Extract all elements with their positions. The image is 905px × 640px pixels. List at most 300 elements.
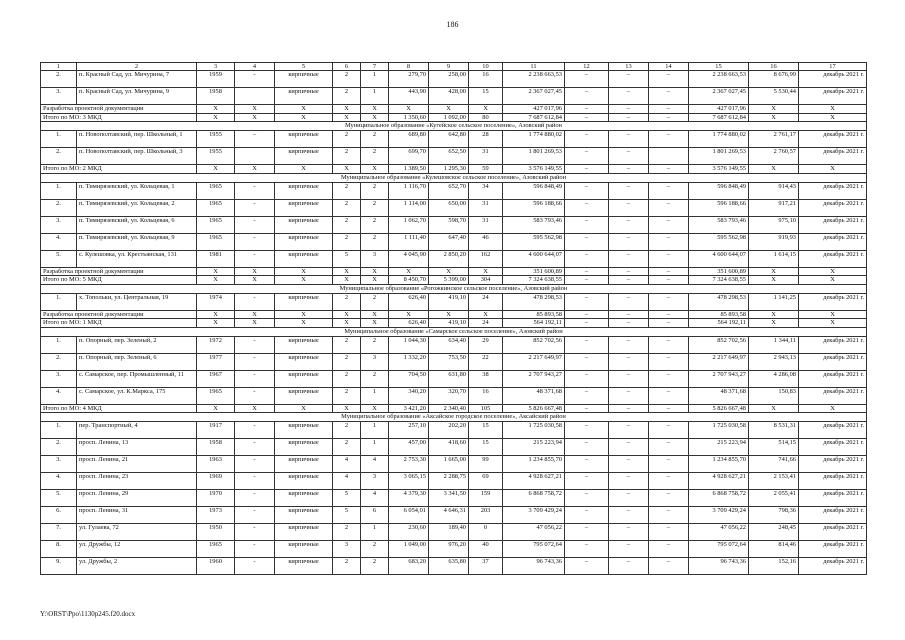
address-cell: п. Тимирязевский, ул. Кольцевая, 6 xyxy=(77,216,197,233)
table-cell: 340,20 xyxy=(389,387,429,404)
summary-label: Итого по МО: 1 МКД xyxy=(41,319,197,328)
table-cell: 2 238 663,53 xyxy=(503,71,565,88)
municipality-header-row xyxy=(41,173,867,182)
table-cell: 28 xyxy=(469,131,503,148)
table-cell: 37 xyxy=(469,558,503,575)
summary-cell: 1 295,30 xyxy=(429,165,469,174)
table-cell: 647,40 xyxy=(429,233,469,250)
table-cell: 215 223,94 xyxy=(689,439,749,456)
table-cell: - xyxy=(235,370,275,387)
table-cell: 914,43 xyxy=(749,182,799,199)
table-cell: – xyxy=(565,541,609,558)
summary-cell: X xyxy=(197,113,235,122)
summary-cell: X xyxy=(197,165,235,174)
table-cell: 2 xyxy=(333,71,361,88)
summary-cell: – xyxy=(609,319,649,328)
table-cell: 2 xyxy=(333,353,361,370)
deadline-cell: декабрь 2021 г. xyxy=(799,439,867,456)
column-number-row xyxy=(41,63,867,71)
table-row xyxy=(41,541,867,558)
summary-cell: X xyxy=(469,310,503,319)
table-cell: 2 xyxy=(333,558,361,575)
table-cell: 2 xyxy=(333,182,361,199)
table-row xyxy=(41,131,867,148)
table-cell: 2 367 027,45 xyxy=(689,88,749,105)
address-cell: ул. Гулаева, 72 xyxy=(77,524,197,541)
table-cell: 795 072,64 xyxy=(503,541,565,558)
table-cell: 7. xyxy=(41,524,77,541)
summary-row xyxy=(41,276,867,285)
table-cell: 2 943,13 xyxy=(749,353,799,370)
table-cell: 1958 xyxy=(197,439,235,456)
table-cell: кирпичные xyxy=(275,439,333,456)
table-cell: 152,16 xyxy=(749,558,799,575)
table-cell: 2 xyxy=(333,199,361,216)
table-cell: 699,70 xyxy=(389,148,429,165)
address-cell: ул. Дружбы, 2 xyxy=(77,558,197,575)
summary-cell: 351 600,89 xyxy=(689,267,749,276)
table-cell: – xyxy=(609,473,649,490)
table-cell: 2 055,41 xyxy=(749,490,799,507)
summary-cell: X xyxy=(275,310,333,319)
table-cell: 2 xyxy=(333,148,361,165)
summary-cell: 5 826 667,48 xyxy=(689,404,749,413)
table-cell: 6 054,01 xyxy=(389,507,429,524)
table-cell: 2 xyxy=(361,148,389,165)
address-cell: с. Самарское, ул. К.Маркса, 175 xyxy=(77,387,197,404)
table-cell: 5. xyxy=(41,250,77,267)
summary-cell: X xyxy=(361,267,389,276)
deadline-cell: декабрь 2021 г. xyxy=(799,558,867,575)
table-cell: – xyxy=(565,71,609,88)
table-cell: кирпичные xyxy=(275,88,333,105)
column-number: 16 xyxy=(749,63,799,71)
table-row xyxy=(41,387,867,404)
summary-cell: X xyxy=(235,105,275,114)
address-cell: просп. Ленина, 21 xyxy=(77,456,197,473)
column-number: 1 xyxy=(41,63,77,71)
table-cell: 634,40 xyxy=(429,336,469,353)
table-cell: 596 848,49 xyxy=(689,182,749,199)
address-cell: п. Тимирязевский, ул. Кольцевая, 1 xyxy=(77,182,197,199)
address-cell: п. Тимирязевский, ул. Кольцевая, 2 xyxy=(77,199,197,216)
table-cell: 852 702,56 xyxy=(503,336,565,353)
table-cell: – xyxy=(565,490,609,507)
table-cell: 1 774 880,02 xyxy=(503,131,565,148)
table-cell: кирпичные xyxy=(275,148,333,165)
table-row xyxy=(41,293,867,310)
summary-cell: 351 600,89 xyxy=(503,267,565,276)
table-row xyxy=(41,88,867,105)
summary-cell: – xyxy=(609,113,649,122)
summary-cell: X xyxy=(361,165,389,174)
summary-cell: X xyxy=(749,105,799,114)
table-cell: кирпичные xyxy=(275,524,333,541)
table-cell: - xyxy=(235,524,275,541)
table-cell: кирпичные xyxy=(275,558,333,575)
table-cell: – xyxy=(649,71,689,88)
table-cell: – xyxy=(649,336,689,353)
table-cell: кирпичные xyxy=(275,370,333,387)
table-cell: - xyxy=(235,353,275,370)
table-row xyxy=(41,353,867,370)
table-cell: 4 379,30 xyxy=(389,490,429,507)
table-cell: – xyxy=(609,439,649,456)
table-cell: 1 801 269,53 xyxy=(503,148,565,165)
summary-cell: X xyxy=(235,267,275,276)
table-cell: 852 702,56 xyxy=(689,336,749,353)
table-cell: – xyxy=(609,387,649,404)
summary-cell: X xyxy=(333,165,361,174)
deadline-cell: декабрь 2021 г. xyxy=(799,387,867,404)
table-cell: 16 xyxy=(469,387,503,404)
table-row xyxy=(41,473,867,490)
table-cell: 2 xyxy=(361,199,389,216)
table-cell: – xyxy=(609,250,649,267)
summary-cell: – xyxy=(609,310,649,319)
table-cell: – xyxy=(565,524,609,541)
table-cell: 1974 xyxy=(197,293,235,310)
table-cell: 1981 xyxy=(197,250,235,267)
summary-cell: – xyxy=(609,276,649,285)
municipality-name: Муниципальное образование «Кугейское сельское поселение», Азовский район xyxy=(41,122,867,131)
summary-cell: 1 092,00 xyxy=(429,113,469,122)
summary-cell: – xyxy=(565,276,609,285)
table-cell: 1 801 269,53 xyxy=(689,148,749,165)
table-cell: 4 xyxy=(361,456,389,473)
table-cell: - xyxy=(235,473,275,490)
table-cell: 15 xyxy=(469,422,503,439)
table-cell: – xyxy=(609,558,649,575)
table-cell: 3. xyxy=(41,456,77,473)
municipality-header-row xyxy=(41,122,867,131)
summary-cell: X xyxy=(235,165,275,174)
table-cell: – xyxy=(235,131,275,148)
table-cell: 6. xyxy=(41,507,77,524)
table-cell: 2 217 649,97 xyxy=(689,353,749,370)
summary-row xyxy=(41,319,867,328)
address-cell: п. Опорный, пер. Зеленый, 6 xyxy=(77,353,197,370)
housing-repair-table xyxy=(40,62,867,575)
table-cell: 2 761,17 xyxy=(749,131,799,148)
table-cell: - xyxy=(235,387,275,404)
table-cell: 1965 xyxy=(197,199,235,216)
table-cell: 1 xyxy=(361,387,389,404)
summary-cell: 85 893,58 xyxy=(503,310,565,319)
table-row xyxy=(41,422,867,439)
table-cell: кирпичные xyxy=(275,233,333,250)
summary-cell: X xyxy=(469,105,503,114)
municipality-header-row xyxy=(41,284,867,293)
table-cell: 1. xyxy=(41,293,77,310)
table-row xyxy=(41,336,867,353)
table-cell: 2 xyxy=(361,541,389,558)
table-cell: 4. xyxy=(41,233,77,250)
summary-row xyxy=(41,165,867,174)
summary-label: Итого по МО: 4 МКД xyxy=(41,404,197,413)
summary-cell: – xyxy=(565,105,609,114)
table-cell: 4. xyxy=(41,387,77,404)
summary-cell: – xyxy=(649,165,689,174)
table-cell: – xyxy=(649,524,689,541)
table-cell: – xyxy=(565,250,609,267)
table-cell: 689,80 xyxy=(389,131,429,148)
table-cell: 202,20 xyxy=(429,422,469,439)
table-cell: 34 xyxy=(469,182,503,199)
table-cell: 1 062,70 xyxy=(389,216,429,233)
table-row xyxy=(41,182,867,199)
deadline-cell: декабрь 2021 г. xyxy=(799,336,867,353)
table-cell: 1 774 880,02 xyxy=(689,131,749,148)
table-cell: – xyxy=(649,370,689,387)
table-cell: 652,70 xyxy=(429,182,469,199)
table-cell: 1 044,30 xyxy=(389,336,429,353)
address-cell: пер. Транспортный, 4 xyxy=(77,422,197,439)
summary-cell: X xyxy=(333,319,361,328)
summary-cell: 304 xyxy=(469,276,503,285)
summary-cell: X xyxy=(429,105,469,114)
table-body xyxy=(41,63,867,575)
summary-cell: 564 192,11 xyxy=(689,319,749,328)
table-cell: 1. xyxy=(41,131,77,148)
table-cell: 1. xyxy=(41,422,77,439)
table-cell: - xyxy=(235,507,275,524)
table-cell: - xyxy=(235,250,275,267)
table-cell: кирпичные xyxy=(275,182,333,199)
table-cell: – xyxy=(565,370,609,387)
table-cell: – xyxy=(565,131,609,148)
table-cell: 1959 xyxy=(197,71,235,88)
summary-cell: – xyxy=(649,310,689,319)
table-cell: – xyxy=(609,456,649,473)
summary-cell: X xyxy=(333,404,361,413)
table-cell: 1. xyxy=(41,182,77,199)
column-number: 3 xyxy=(197,63,235,71)
summary-cell: X xyxy=(197,276,235,285)
table-cell: – xyxy=(609,148,649,165)
table-cell: - xyxy=(235,456,275,473)
table-cell: 1 049,00 xyxy=(389,541,429,558)
address-cell: с. Самарское, пер. Промышленный, 11 xyxy=(77,370,197,387)
table-cell: – xyxy=(609,422,649,439)
summary-cell: – xyxy=(609,404,649,413)
table-cell: - xyxy=(235,490,275,507)
table-cell: 1955 xyxy=(197,148,235,165)
summary-cell: X xyxy=(389,105,429,114)
summary-cell: X xyxy=(389,267,429,276)
table-row xyxy=(41,250,867,267)
table-cell: 31 xyxy=(469,216,503,233)
summary-cell: 8 450,70 xyxy=(389,276,429,285)
table-cell: 478 298,53 xyxy=(503,293,565,310)
table-cell: 1 332,20 xyxy=(389,353,429,370)
summary-cell: – xyxy=(565,319,609,328)
table-cell: – xyxy=(649,233,689,250)
municipality-header-row xyxy=(41,413,867,422)
address-cell: просп. Ленина, 13 xyxy=(77,439,197,456)
table-cell: кирпичные xyxy=(275,473,333,490)
table-cell: – xyxy=(649,88,689,105)
table-cell: 1 141,25 xyxy=(749,293,799,310)
table-cell: 6 868 758,72 xyxy=(503,490,565,507)
table-cell: 215 223,94 xyxy=(503,439,565,456)
summary-cell: 626,40 xyxy=(389,319,429,328)
table-cell: 1965 xyxy=(197,233,235,250)
table-cell: 2 xyxy=(333,387,361,404)
table-cell: 1973 xyxy=(197,507,235,524)
table-cell: – xyxy=(565,148,609,165)
summary-cell: X xyxy=(799,319,867,328)
table-row xyxy=(41,439,867,456)
table-cell: 596 188,66 xyxy=(689,199,749,216)
address-cell: просп. Ленина, 31 xyxy=(77,507,197,524)
table-cell xyxy=(235,148,275,165)
summary-cell: 1 389,50 xyxy=(389,165,429,174)
table-cell: - xyxy=(235,199,275,216)
table-cell: – xyxy=(565,336,609,353)
summary-label: Итого по МО: 5 МКД xyxy=(41,276,197,285)
summary-cell: X xyxy=(749,267,799,276)
summary-cell: X xyxy=(275,105,333,114)
summary-cell: 5 399,00 xyxy=(429,276,469,285)
table-cell: 595 562,98 xyxy=(689,233,749,250)
page-number: 186 xyxy=(446,20,459,29)
table-cell: 2 238 663,53 xyxy=(689,71,749,88)
summary-cell: X xyxy=(235,310,275,319)
table-cell: 795 072,64 xyxy=(689,541,749,558)
table-cell: 1955 xyxy=(197,131,235,148)
summary-label: Итого по МО: 3 МКД xyxy=(41,113,197,122)
column-number: 8 xyxy=(389,63,429,71)
table-cell: 4 xyxy=(361,490,389,507)
deadline-cell: декабрь 2021 г. xyxy=(799,148,867,165)
summary-cell: – xyxy=(565,267,609,276)
summary-cell: 7 687 612,84 xyxy=(503,113,565,122)
table-cell: 2 707 943,27 xyxy=(689,370,749,387)
summary-label: Разработка проектной документации xyxy=(41,267,197,276)
table-cell: кирпичные xyxy=(275,71,333,88)
table-cell: 5 xyxy=(333,490,361,507)
table-cell: 2 xyxy=(333,293,361,310)
summary-label: Итого по МО: 2 МКД xyxy=(41,165,197,174)
table-cell: – xyxy=(649,422,689,439)
table-cell: 2 850,20 xyxy=(429,250,469,267)
summary-row xyxy=(41,404,867,413)
table-cell: 29 xyxy=(469,336,503,353)
summary-cell: X xyxy=(389,310,429,319)
table-cell: - xyxy=(235,558,275,575)
summary-cell: X xyxy=(799,165,867,174)
summary-cell: – xyxy=(565,310,609,319)
summary-cell: X xyxy=(749,319,799,328)
table-row xyxy=(41,490,867,507)
summary-cell: X xyxy=(275,404,333,413)
table-cell: кирпичные xyxy=(275,541,333,558)
table-cell: 2 xyxy=(361,182,389,199)
table-cell: – xyxy=(565,216,609,233)
table-cell: 2 xyxy=(333,439,361,456)
table-cell: 2 xyxy=(361,216,389,233)
summary-row xyxy=(41,267,867,276)
table-cell: – xyxy=(609,88,649,105)
deadline-cell: декабрь 2021 г. xyxy=(799,131,867,148)
table-cell: 2 xyxy=(333,370,361,387)
table-cell: 583 793,46 xyxy=(503,216,565,233)
summary-cell: X xyxy=(235,319,275,328)
summary-cell: X xyxy=(799,404,867,413)
summary-cell: X xyxy=(333,105,361,114)
table-cell: 96 743,36 xyxy=(689,558,749,575)
table-cell: 2 217 649,97 xyxy=(503,353,565,370)
table-cell: 1960 xyxy=(197,558,235,575)
table-cell: 2 xyxy=(361,293,389,310)
summary-cell: X xyxy=(799,105,867,114)
table-cell: 1 234 855,70 xyxy=(503,456,565,473)
table-cell: 1958 xyxy=(197,88,235,105)
table-cell: – xyxy=(649,473,689,490)
summary-cell: 5 826 667,48 xyxy=(503,404,565,413)
table-cell: – xyxy=(609,541,649,558)
column-number: 15 xyxy=(689,63,749,71)
summary-cell: X xyxy=(799,113,867,122)
table-cell: 159 xyxy=(469,490,503,507)
table-cell: 1 665,00 xyxy=(429,456,469,473)
table-cell: кирпичные xyxy=(275,199,333,216)
table-cell: кирпичные xyxy=(275,336,333,353)
summary-cell: X xyxy=(749,165,799,174)
table-cell: – xyxy=(609,524,649,541)
table-cell: 4 045,90 xyxy=(389,250,429,267)
table-cell: кирпичные xyxy=(275,293,333,310)
table-cell: – xyxy=(565,558,609,575)
table-cell: – xyxy=(609,233,649,250)
table-cell: – xyxy=(609,507,649,524)
summary-label: Разработка проектной документации xyxy=(41,105,197,114)
deadline-cell: декабрь 2021 г. xyxy=(799,88,867,105)
table-cell: 258,00 xyxy=(429,71,469,88)
address-cell: п. Новополтавский, пер. Школьный, 3 xyxy=(77,148,197,165)
table-cell xyxy=(649,148,689,165)
deadline-cell: декабрь 2021 г. xyxy=(799,456,867,473)
summary-cell: 105 xyxy=(469,404,503,413)
table-cell: 2 153,41 xyxy=(749,473,799,490)
table-cell: 919,93 xyxy=(749,233,799,250)
table-cell: 2 288,75 xyxy=(429,473,469,490)
table-cell: 257,10 xyxy=(389,422,429,439)
table-cell: 2 xyxy=(361,558,389,575)
summary-row xyxy=(41,310,867,319)
summary-row xyxy=(41,113,867,122)
table-cell: 2 367 027,45 xyxy=(503,88,565,105)
table-cell: 2 xyxy=(333,422,361,439)
summary-cell: – xyxy=(609,267,649,276)
summary-cell: X xyxy=(275,267,333,276)
address-cell: просп. Ленина, 23 xyxy=(77,473,197,490)
summary-cell: X xyxy=(361,319,389,328)
table-cell: 635,80 xyxy=(429,558,469,575)
table-cell: 1970 xyxy=(197,490,235,507)
table-cell: 741,66 xyxy=(749,456,799,473)
footer-file-path: Y:\ORST\Ppo\1130p245.f20.docx xyxy=(40,610,136,618)
summary-cell: X xyxy=(333,310,361,319)
deadline-cell: декабрь 2021 г. xyxy=(799,422,867,439)
table-cell: 598,70 xyxy=(429,216,469,233)
deadline-cell: декабрь 2021 г. xyxy=(799,71,867,88)
summary-cell: X xyxy=(275,276,333,285)
summary-cell: 7 687 612,84 xyxy=(689,113,749,122)
table-row xyxy=(41,507,867,524)
table-cell: – xyxy=(649,439,689,456)
